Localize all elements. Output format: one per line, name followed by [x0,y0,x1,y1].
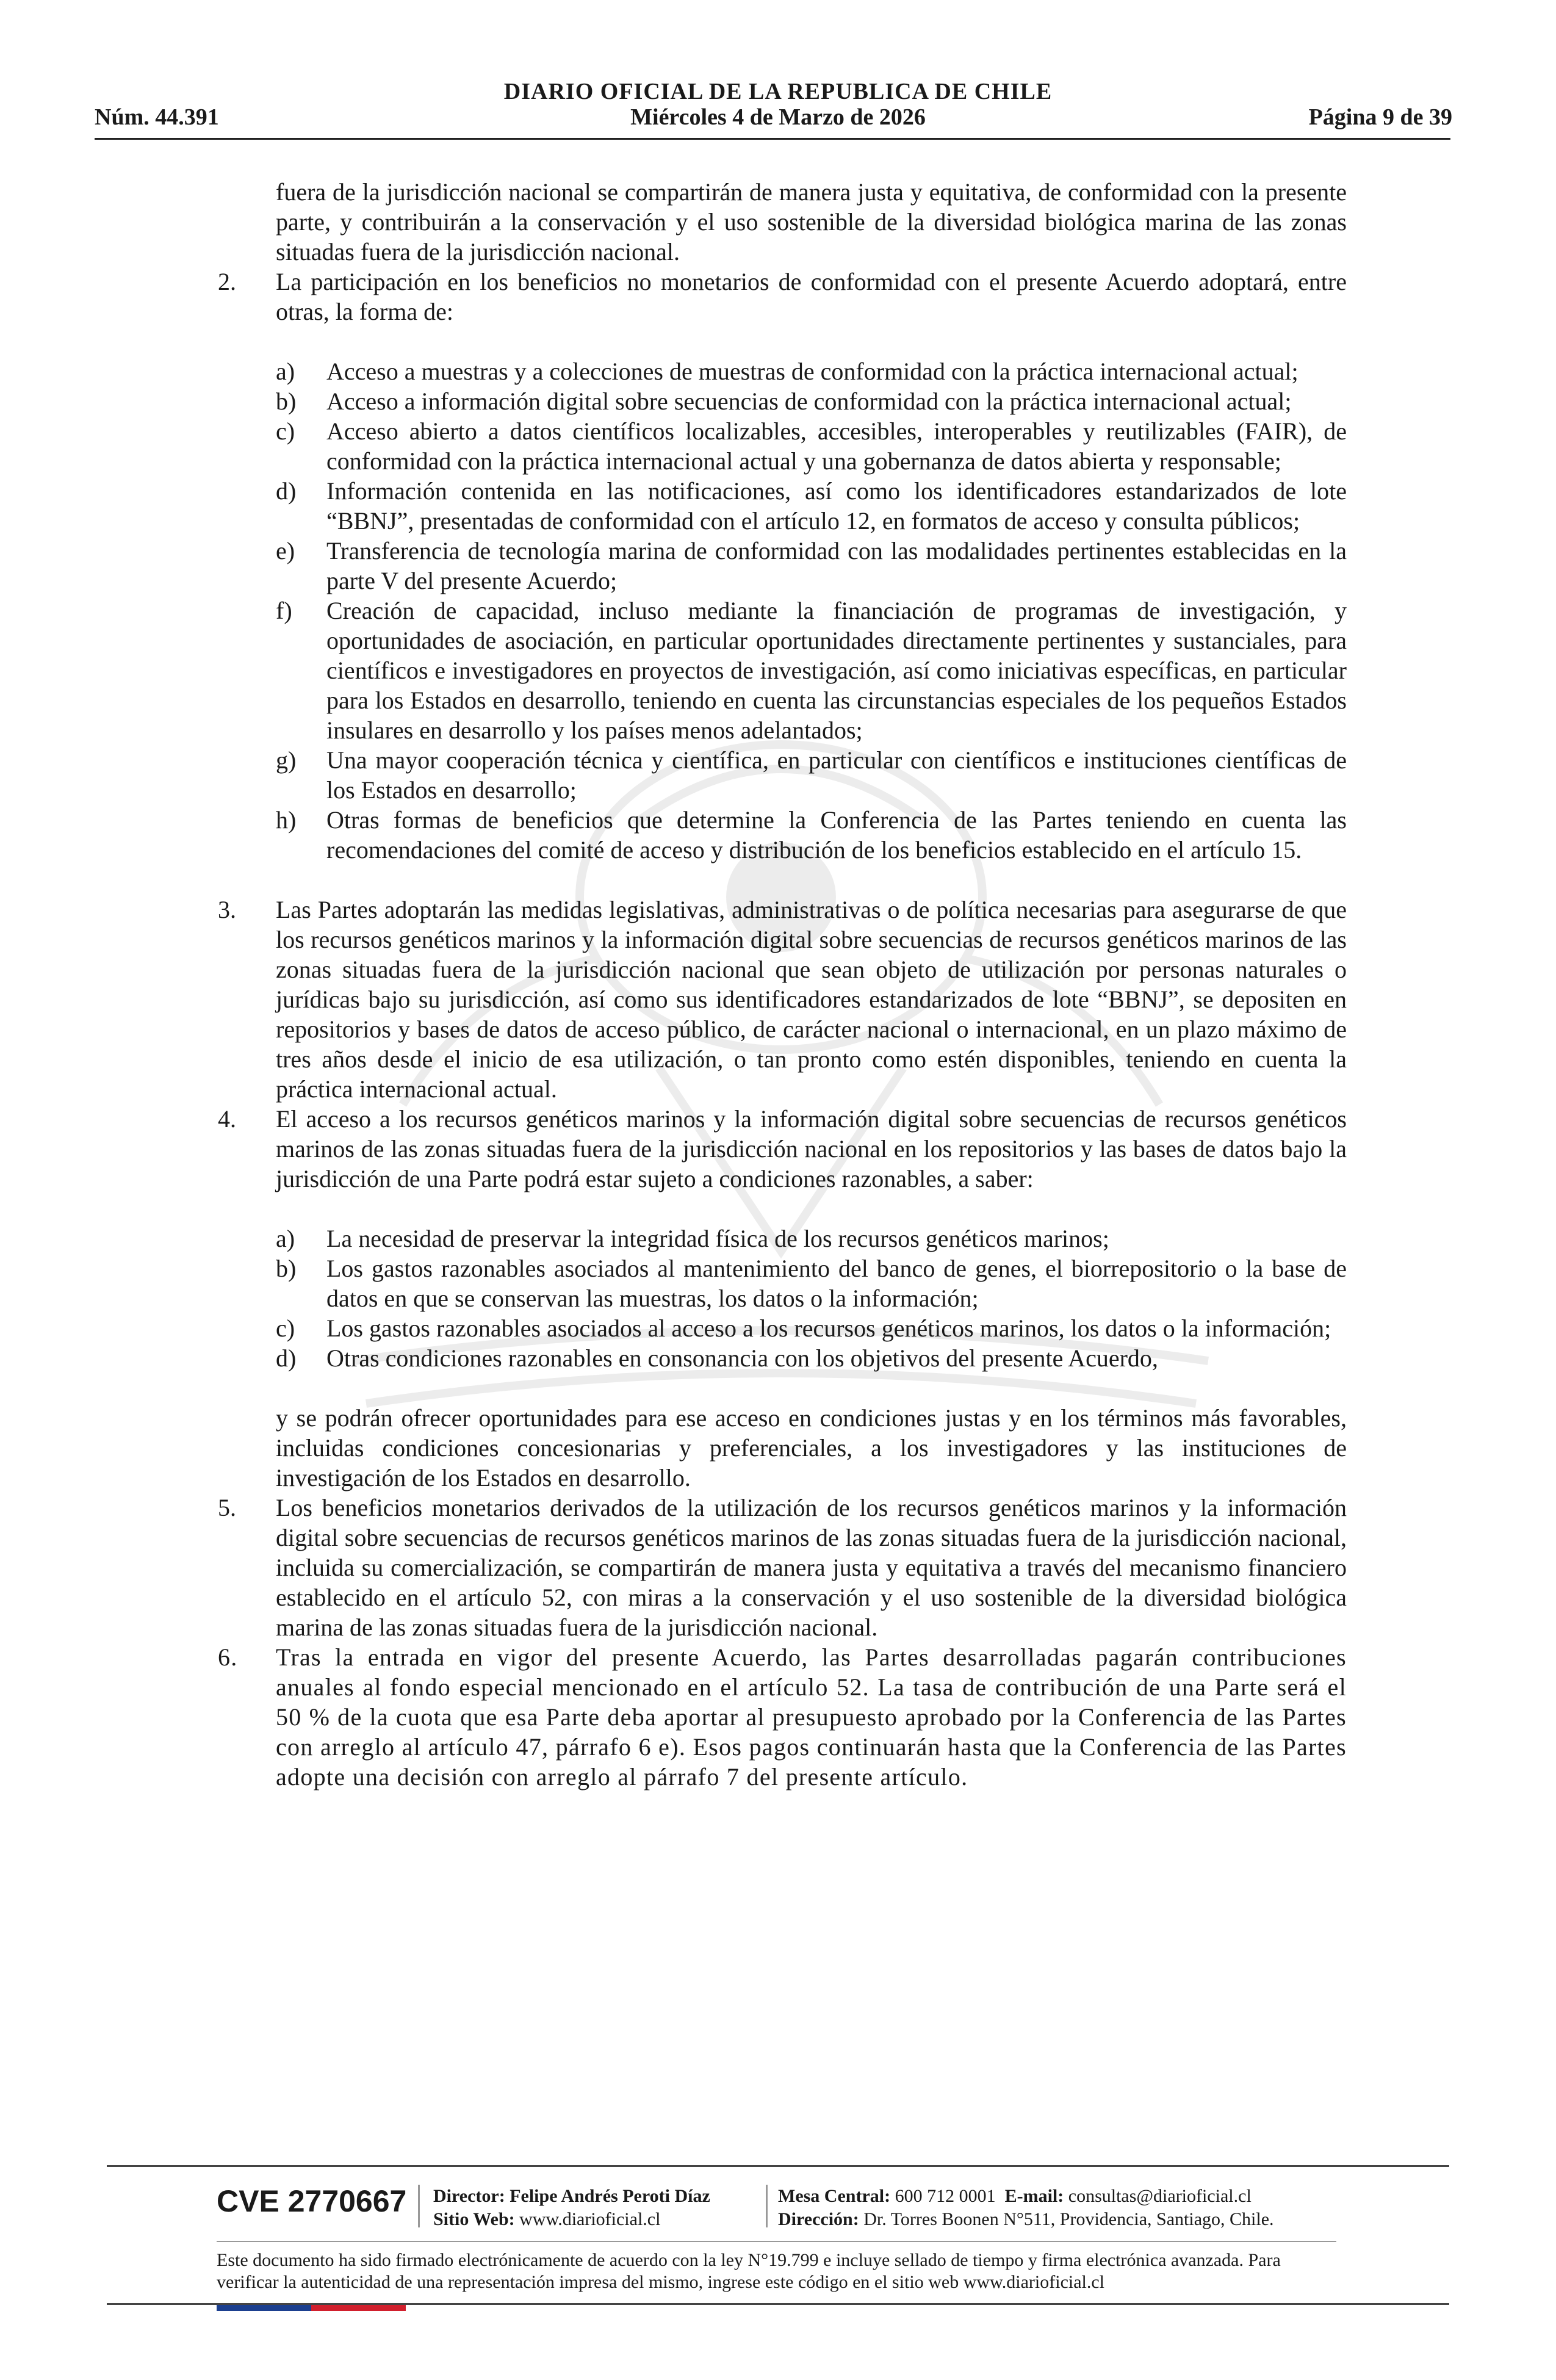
issue-date: Miércoles 4 de Marzo de 2026 [630,104,926,130]
list-item: b) Acceso a información digital sobre secuencias de conformidad con la práctica internacional actual; [276,388,1292,415]
footer-divider [217,2241,1336,2242]
item-label: d) [276,477,297,505]
list-item: a) Acceso a muestras y a colecciones de muestras de conformidad con la práctica internacional actual; [276,358,1298,385]
director-label: Director: [433,2186,505,2206]
site-label: Sitio Web: [433,2209,515,2229]
issue-number: Núm. 44.391 [95,104,219,130]
list-item: g) Una mayor cooperación técnica y científica, en particular con científicos e instituciones científicas de los Estados en desarrollo; [276,746,1347,804]
item-label: a) [276,1225,295,1252]
footer-divider [107,2165,1449,2167]
item-label: b) [276,388,297,415]
site-link[interactable]: www.diarioficial.cl [519,2209,661,2229]
list-item: h) Otras formas de beneficios que determine la Conferencia de las Partes teniendo en cuenta las recomendaciones del comité de acceso y distribución de los beneficios establecido en el artículo 15. [276,806,1347,864]
paragraph-number: 2. [218,268,236,295]
item-label: h) [276,806,297,834]
item-label: c) [276,417,295,445]
email-link[interactable]: consultas@diarioficial.cl [1068,2186,1252,2206]
flag-blue-segment [217,2305,311,2311]
legal-notice: Este documento ha sido firmado electrónicamente de acuerdo con la ley N°19.799 e incluye sellado de tiempo y firma electrónica avanzada. Para verificar la autenticidad de una representación impresa del mismo, ingrese este código en el sitio web www.diarioficial.cl [217,2250,1281,2292]
item-label: e) [276,537,295,564]
list-item: c) Los gastos razonables asociados al acceso a los recursos genéticos marinos, los datos o la información; [276,1314,1331,1342]
list-item: c) Acceso abierto a datos científicos localizables, accesibles, interoperables y reutilizables (FAIR), de conformidad con la práctica internacional actual y una gobernanza de datos abierta y responsable; [276,417,1347,475]
intro-paragraph: fuera de la jurisdicción nacional se compartirán de manera justa y equitativa, de conformidad con la presente parte, y contribuirán a la conservación y el uso sostenible de la diversidad biológica marina de las zonas situadas fuera de la jurisdicción nacional. [276,178,1347,265]
paragraph-3: 3. Las Partes adoptarán las medidas legislativas, administrativas o de política necesarias para asegurarse de que los recursos genéticos marinos y la información digital sobre secuencias de recursos genéticos marinos de las zonas situadas fuera de la jurisdicción nacional que sean objeto de utilización por personas naturales o jurídicas bajo su jurisdicción, así como sus identificadores estandarizados de lote “BBNJ”, se depositen en repositorios y bases de datos de acceso público, de carácter nacional o internacional, en un plazo máximo de tres años desde el inicio de esa utilización, o tan pronto como estén disponibles, teniendo en cuenta la práctica internacional actual. [218,896,1347,1103]
phone-value: 600 712 0001 [895,2186,996,2206]
list-item: d) Otras condiciones razonables en consonancia con los objetivos del presente Acuerdo, [276,1344,1158,1372]
newspaper-title: DIARIO OFICIAL DE LA REPUBLICA DE CHILE [503,79,1053,104]
email-label: E-mail: [1004,2186,1064,2206]
director-name: Felipe Andrés Peroti Díaz [510,2186,710,2206]
phone-label: Mesa Central: [778,2186,891,2206]
paragraph-2: 2. La participación en los beneficios no monetarios de conformidad con el presente Acuerdo adoptará, entre otras, la forma de: [218,268,1347,325]
footer-director-block [433,2185,710,2231]
item-label: a) [276,358,295,385]
paragraph-number: 5. [218,1494,236,1521]
footer-separator [766,2185,768,2227]
item-label: c) [276,1314,295,1342]
address-label: Dirección: [778,2209,859,2229]
paragraph-number: 6. [218,1643,238,1671]
flag-red-segment [311,2305,406,2311]
footer-separator [418,2185,420,2227]
paragraph-6: 6. Tras la entrada en vigor del presente Acuerdo, las Partes desarrolladas pagarán contribuciones anuales al fondo especial mencionado en el artículo 52. La tasa de contribución de una Parte será el 50 % de la cuota que esa Parte deba aportar al presupuesto aprobado por la Conferencia de las Partes con arreglo al artículo 47, párrafo 6 e). Esos pagos continuarán hasta que la Conferencia de las Partes adopte una decisión con arreglo al párrafo 7 del presente artículo. [218,1643,1347,1790]
paragraph-4: 4. El acceso a los recursos genéticos marinos y la información digital sobre secuencias de recursos genéticos marinos de las zonas situadas fuera de la jurisdicción nacional en los repositorios y las bases de datos bajo la jurisdicción de una Parte podrá estar sujeto a condiciones razonables, a saber: [218,1105,1347,1192]
list-item: d) Información contenida en las notificaciones, así como los identificadores estandarizados de lote “BBNJ”, presentadas de conformidad con el artículo 12, en formatos de acceso y consulta públicos; [276,477,1347,535]
header-divider [95,138,1450,140]
footer-contact-block [778,2185,1274,2231]
paragraph-number: 4. [218,1105,236,1133]
item-label: g) [276,746,297,774]
list-item: e) Transferencia de tecnología marina de conformidad con las modalidades pertinentes establecidas en la parte V del presente Acuerdo; [276,537,1347,594]
item-label: f) [276,597,292,624]
item-label: b) [276,1255,297,1282]
paragraph-5: 5. Los beneficios monetarios derivados de la utilización de los recursos genéticos marinos y la información digital sobre secuencias de recursos genéticos marinos de las zonas situadas fuera de la jurisdicción nacional, incluida su comercialización, se compartirán de manera justa y equitativa a través del mecanismo financiero establecido en el artículo 52, con miras a la conservación y el uso sostenible de la diversidad biológica marina de las zonas situadas fuera de la jurisdicción nacional. [218,1494,1347,1641]
document-body [0,177,1556,1792]
list-item: b) Los gastos razonables asociados al mantenimiento del banco de genes, el biorrepositorio o la base de datos en que se conservan las muestras, los datos o la información; [276,1255,1347,1312]
list-item: f) Creación de capacidad, incluso mediante la financiación de programas de investigación, y oportunidades de asociación, en particular oportunidades directamente pertinentes y sustanciales, para científicos e investigadores en proyectos de investigación, así como iniciativas específicas, en particular para los Estados en desarrollo, teniendo en cuenta las circunstancias especiales de los pequeños Estados insulares en desarrollo y los países menos adelantados; [276,597,1347,744]
address-value: Dr. Torres Boonen N°511, Providencia, Santiago, Chile. [863,2209,1274,2229]
page-indicator: Página 9 de 39 [1308,104,1452,130]
cve-code: CVE 2770667 [217,2184,407,2218]
paragraph-4-closing: y se podrán ofrecer oportunidades para ese acceso en condiciones justas y en los términos más favorables, incluidas condiciones concesionarias y preferenciales, a los investigadores y las instituciones de investigación de los Estados en desarrollo. [276,1404,1347,1491]
flag-stripe-icon [217,2305,406,2311]
list-item: a) La necesidad de preservar la integridad física de los recursos genéticos marinos; [276,1225,1109,1252]
item-label: d) [276,1344,297,1372]
paragraph-number: 3. [218,896,236,923]
